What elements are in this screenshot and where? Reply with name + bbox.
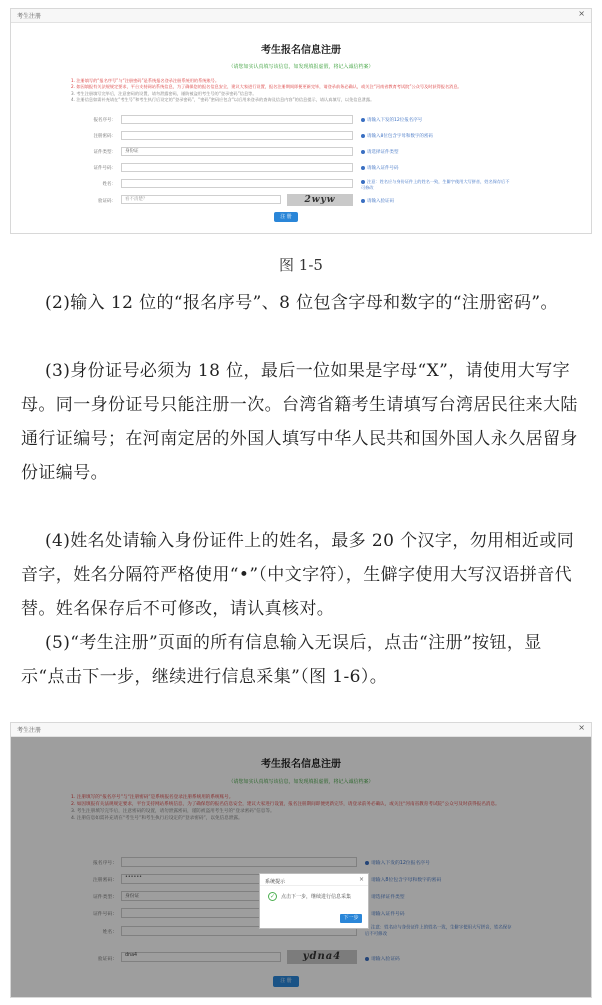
paragraph-3 — [21, 354, 583, 490]
window-titlebar — [11, 723, 591, 737]
hint-text: 请输入证件号码 — [367, 166, 399, 171]
field-hint — [361, 165, 399, 171]
form-subtitle: （请您如实认真填写该信息，如发现填报虚假，将记入诚信档案） — [228, 64, 374, 70]
paragraph-text: (4)姓名处请输入身份证件上的姓名，最多 20 个汉字，勿用相近或同音字，姓名分隔符严格使用“•”（中文字符），生僻字使用大写汉语拼音代替。姓名保存后不可修改，请认真核对。 — [21, 531, 575, 619]
field-label: 注册密码： — [93, 134, 116, 139]
paragraph-text: (3)身份证号必须为 18 位，最后一位如果是字母“X”，请使用大写字母。同一身份证号只能注册一次。台湾省籍考生请填写台湾居民往来大陆通行证编号；在河南定居的外国人填写中华人民共和国外国人永久居留身份证编号。 — [21, 361, 578, 483]
info-icon — [361, 134, 365, 138]
paragraph-text: (2)输入 12 位的“报名序号”、8 位包含字母和数字的“注册密码”。 — [45, 293, 558, 313]
hint-text: 请选择证件类型 — [371, 895, 405, 900]
form-row-name — [11, 179, 591, 189]
notice-item: 3. 考生注册填写完毕后，注意密码的设置，请勿泄露密码，谨防被盗用考生号的“登录密码”信息等。 — [71, 808, 275, 814]
field-label: 证件类型： — [93, 895, 117, 900]
screenshot-fig-1-6 — [10, 722, 592, 998]
field-hint — [361, 198, 394, 204]
register-button[interactable]: 注 册 — [273, 976, 299, 987]
sequence-number-input[interactable] — [121, 115, 353, 124]
field-hint — [361, 179, 511, 191]
dialog-body — [260, 886, 368, 901]
modal-overlay — [11, 737, 591, 998]
form-row-id-type — [11, 147, 591, 157]
notice-item: 4. 注册信息如需补充请在“考生号”和考生执行后设定的“登录密码”，“密码”密码应包含“以后用来登录的查询及信息内容”的信息提示，请认真填写，以免信息泄露。 — [71, 96, 375, 102]
info-icon — [361, 166, 365, 170]
hint-text: 请选择证件类型 — [367, 150, 399, 155]
id-type-select[interactable]: 身份证 — [121, 147, 353, 156]
next-step-button[interactable]: 下一步 — [340, 914, 362, 923]
window-title: 考生注册 — [17, 727, 42, 734]
notice-item: 4. 注册信息如需补充请在“考生号”和考生执行后设定的“登录密码”，以免信息泄露。 — [71, 815, 243, 821]
window-titlebar — [11, 9, 591, 23]
hint-text: 请输入8位包含字母和数字的密码 — [371, 878, 442, 883]
paragraph-text: (5)“考生注册”页面的所有信息输入无误后，点击“注册”按钮，显示“点击下一步，继续进行信息采集”（图 1-6）。 — [21, 633, 542, 687]
notice-item: 2. 如因填报有关法规规定要求，平台支持网站系统信息，为了确保您的报名信息安全，建议大家进行设置，报名注册期间即便更新完毕，请登录前务必确认，或关注“河南省教育考试院”公众号及时获得报名消息。 — [71, 84, 462, 90]
close-icon[interactable]: × — [578, 9, 585, 18]
notice-item: 2. 如因填报有关法规规定要求，平台支持网站系统信息，为了确保您的报名信息安全，建议大家进行设置，报名注册期间即便更新完毕，请登录前务必确认，或关注“河南省教育考试院”公众号及时获得报名消息。 — [71, 801, 500, 807]
field-label: 姓名： — [102, 182, 116, 187]
name-input[interactable] — [121, 179, 353, 188]
system-prompt-dialog — [259, 873, 369, 929]
dialog-title: 系统提示 — [265, 879, 286, 885]
register-button[interactable]: 注 册 — [274, 212, 298, 222]
paragraph-5 — [21, 626, 583, 694]
captcha-input[interactable]: dna4 — [121, 952, 281, 962]
password-input[interactable]: •••••• — [121, 874, 357, 884]
notice-list — [11, 78, 591, 103]
captcha-image[interactable]: ydna4 — [287, 950, 357, 964]
paragraph-2 — [21, 286, 583, 320]
field-label: 证件类型： — [93, 150, 116, 155]
info-icon — [361, 199, 365, 203]
info-icon — [361, 150, 365, 154]
id-number-input[interactable] — [121, 163, 353, 172]
id-type-select[interactable]: 身份证 — [121, 891, 357, 901]
notice-item: 3. 考生注册填写完毕后，注意密码的设置，请勿泄露密码，谨防被盗用考生号的“登录密码”信息等。 — [71, 90, 257, 96]
field-label: 注册密码： — [93, 878, 117, 883]
info-icon — [361, 180, 365, 184]
window-title: 考生注册 — [17, 13, 42, 20]
hint-text: 请输入8位包含字母和数字的密码 — [367, 134, 433, 139]
dialog-title-bar — [260, 874, 368, 886]
form-title: 考生报名信息注册 — [261, 759, 341, 770]
hint-text: 请输入下发的12位报名序号 — [367, 118, 423, 123]
field-hint — [361, 133, 433, 139]
notice-item: 1. 注册填写的“报名序号”与“注册密码”是系统报名登录注册系统用的系统账号。 — [71, 78, 220, 83]
form-title: 考生报名信息注册 — [261, 45, 341, 56]
field-label: 证件号码： — [93, 912, 117, 917]
field-hint — [361, 117, 422, 123]
success-check-icon: ✓ — [269, 893, 276, 900]
captcha-input[interactable]: 看不清楚？ — [121, 195, 281, 204]
field-hint — [361, 149, 399, 155]
hint-text: 请输入证件号码 — [371, 912, 405, 917]
close-icon[interactable]: × — [578, 723, 585, 732]
form-row-password — [11, 131, 591, 141]
notice-item: 1. 注册填写的“报名序号”与“注册密码”是系统报名登录注册系统用的系统账号。 — [71, 795, 234, 800]
form-subtitle: （请您如实认真填写该信息，如发现填报虚假，将记入诚信档案） — [228, 779, 374, 785]
figure-caption: 图 1-5 — [279, 256, 323, 274]
hint-text: 请输入验证码 — [371, 957, 400, 962]
close-icon[interactable]: × — [358, 876, 364, 883]
password-input[interactable] — [121, 131, 353, 140]
form-row-id-number — [11, 163, 591, 173]
form-row-captcha — [11, 195, 591, 207]
hint-text: 注意：姓名应与身份证件上的姓名一致，生僻字使用大写拼音，姓名保存后不可修改 — [361, 179, 510, 190]
field-label: 验证码： — [98, 199, 116, 204]
field-label: 姓名： — [102, 930, 117, 935]
captcha-image[interactable]: 2wyw — [287, 194, 353, 206]
info-icon — [361, 118, 365, 122]
field-label: 证件号码： — [93, 166, 116, 171]
field-label: 验证码： — [97, 957, 117, 962]
hint-text: 注意：姓名应与身份证件上的姓名一致，生僻字使用大写拼音，姓名保存后不可修改 — [365, 925, 512, 937]
paragraph-4 — [21, 524, 583, 626]
dialog-message: 点击下一步，继续进行信息采集 — [281, 894, 352, 900]
field-label: 报名序号： — [93, 118, 116, 123]
field-label: 报名序号： — [93, 861, 117, 866]
form-row-sequence — [11, 115, 591, 125]
hint-text: 请输入下发的12位报名序号 — [371, 861, 430, 866]
screenshot-fig-1-5 — [10, 8, 592, 234]
hint-text: 请输入验证码 — [367, 199, 394, 204]
